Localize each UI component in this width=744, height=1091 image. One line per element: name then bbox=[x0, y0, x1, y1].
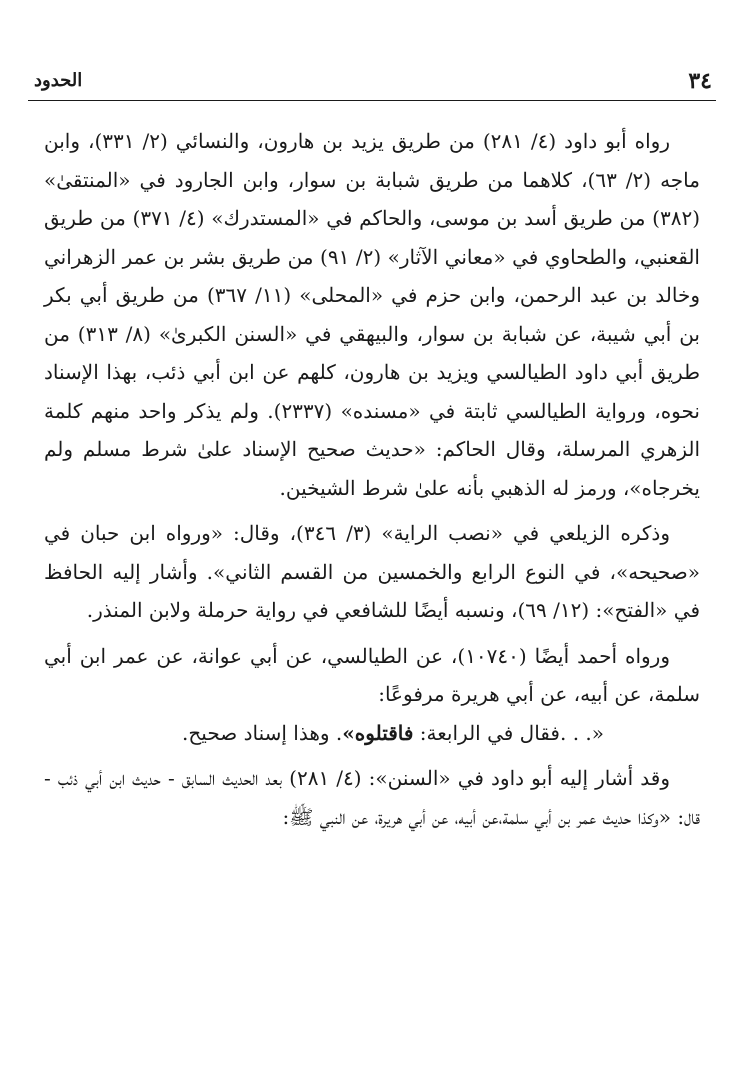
paragraph-zaylai: وذكره الزيلعي في «نصب الراية» (٣/ ٣٤٦)، وقال: «ورواه ابن حبان في «صحيحه»، في النوع الرابع والخمسين من القسم الثاني». وأشار إليه الحافظ في «الفتح»: (١٢/ ٦٩)، ونسبه أيضًا للشافعي في رواية حرملة ولابن المنذر. bbox=[44, 521, 700, 622]
paragraph-sources: رواه أبو داود (٤/ ٢٨١) من طريق يزيد بن هارون، والنسائي (٢/ ٣٣١)، وابن ماجه (٢/ ٦٣)، كلاهما من طريق شبابة بن سوار، وابن الجارود في «المنتقىٰ» (٣٨٢) من طريق أسد بن موسى، والحاكم في «المستدرك» (٤/ ٣٧١) من طريق القعنبي، والطحاوي في «معاني الآثار» (٢/ ٩١) من طريق بشر بن عمر الزهراني وخالد بن عبد الرحمن، وابن حزم في «المحلى» (١١/ ٣٦٧) من طريق أبي بكر بن أبي شيبة، عن شبابة بن سوار، والبيهقي في «السنن الكبرىٰ» (٨/ ٣١٣) من طريق أبي داود الطيالسي ويزيد بن هارون، كلهم عن ابن أبي ذئب، بهذا الإسناد نحوه، ورواية الطيالسي ثابتة في «مسنده» (٢٣٣٧). ولم يذكر واحد منهم كلمة الزهري المرسلة، وقال الحاكم: «حديث صحيح الإسناد علىٰ شرط مسلم ولم يخرجاه»، ورمز له الذهبي بأنه علىٰ شرط الشيخين. bbox=[44, 129, 701, 500]
page-number: ٣٤ bbox=[688, 68, 712, 94]
paragraph-abu-dawud: وقد أشار إليه أبو داود في «السنن»: (٤/ ٢٨١) بعد الحديث السابق - حديث ابن أبي ذئب - قال: «وكذا حديث عمر بن أبي سلمة،عن أبيه، عن أبي هريرة، عن النبي ﷺ: bbox=[44, 766, 700, 829]
page-header bbox=[28, 66, 716, 101]
hadith-quote bbox=[44, 714, 700, 753]
quote-suffix: . وهذا إسناد صحيح. bbox=[182, 720, 343, 745]
running-title: الحدود bbox=[34, 70, 83, 91]
paragraph-ahmad: ورواه أحمد أيضًا (١٠٧٤٠)، عن الطيالسي، عن أبي عوانة، عن عمر ابن أبي سلمة، عن أبيه، عن أبي هريرة مرفوعًا: bbox=[44, 643, 700, 706]
quote-prefix: «. . .فقال في الرابعة: bbox=[413, 720, 604, 745]
body-text bbox=[44, 122, 700, 836]
quote-bold-text: فاقتلوه» bbox=[342, 720, 414, 745]
